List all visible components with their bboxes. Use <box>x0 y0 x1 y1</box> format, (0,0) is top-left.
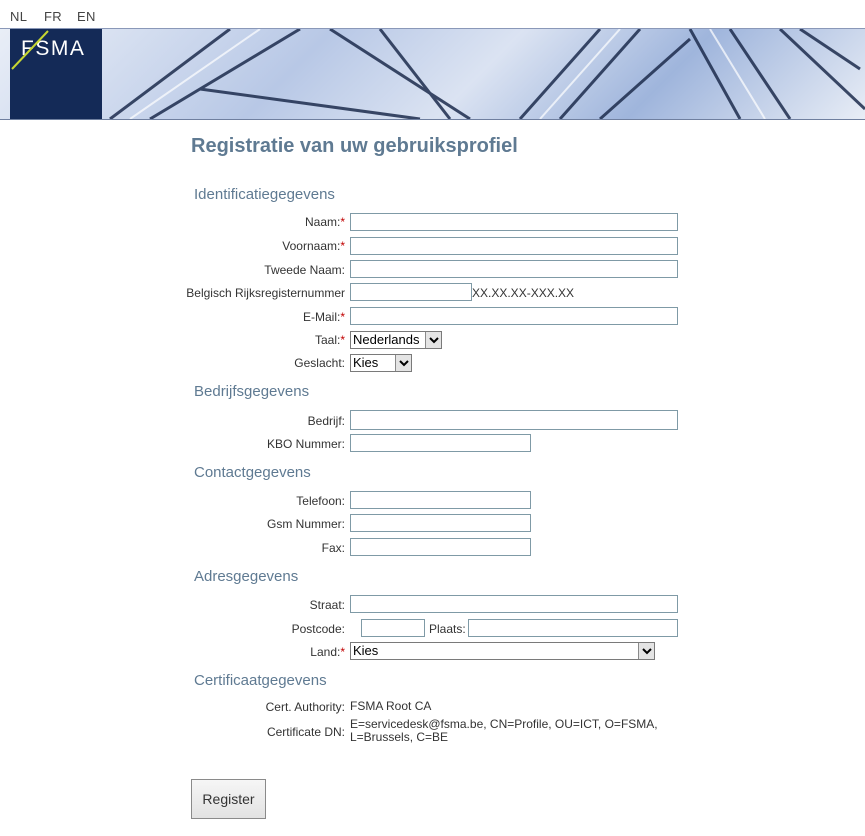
chevron-down-icon <box>638 643 654 659</box>
taal-label: Taal:* <box>314 333 345 347</box>
voornaam-input[interactable] <box>350 237 678 255</box>
tweede-naam-input[interactable] <box>350 260 678 278</box>
geslacht-label: Geslacht: <box>294 356 345 370</box>
register-button[interactable]: Register <box>191 779 266 819</box>
fax-input[interactable] <box>350 538 531 556</box>
postcode-input[interactable] <box>361 619 425 637</box>
taal-select-value: Nederlands <box>353 332 420 347</box>
section-certificate: Certificaatgegevens <box>194 672 327 689</box>
telefoon-label: Telefoon: <box>296 494 345 508</box>
section-identification: Identificatiegegevens <box>194 186 335 203</box>
naam-label: Naam:* <box>304 215 345 229</box>
cert-dn-line-1: E=servicedesk@fsma.be, CN=Profile, OU=ICT, O=FSMA, <box>350 717 658 731</box>
gsm-input[interactable] <box>350 514 531 532</box>
gsm-label: Gsm Nummer: <box>267 517 345 531</box>
header-banner <box>0 28 865 120</box>
lang-fr-link[interactable]: FR <box>44 9 62 24</box>
language-bar <box>0 0 865 28</box>
chevron-down-icon <box>425 332 441 348</box>
geslacht-select-value: Kies <box>353 355 379 370</box>
plaats-label: Plaats: <box>429 622 466 636</box>
cert-dn-value <box>350 718 658 744</box>
cert-authority-label: Cert. Authority: <box>265 700 345 714</box>
postcode-label: Postcode: <box>291 622 345 636</box>
required-mark: * <box>340 645 345 659</box>
cert-dn-line-2: L=Brussels, C=BE <box>350 730 449 744</box>
banner-architecture-image <box>0 29 865 119</box>
section-company: Bedrijfsgegevens <box>194 383 310 400</box>
chevron-down-icon <box>395 355 411 371</box>
land-select-value: Kies <box>353 643 379 658</box>
cert-authority-value: FSMA Root CA <box>350 699 432 713</box>
logo-slash-icon <box>10 29 50 71</box>
rijksregister-label: Belgisch Rijksregisternummer <box>186 286 345 300</box>
fsma-logo[interactable] <box>10 29 102 119</box>
rijksregister-format-hint: XX.XX.XX-XXX.XX <box>472 286 575 300</box>
naam-input[interactable] <box>350 213 678 231</box>
land-select[interactable] <box>350 642 655 660</box>
tweede-naam-label: Tweede Naam: <box>264 263 345 277</box>
required-mark: * <box>340 310 345 324</box>
land-label: Land:* <box>310 645 345 659</box>
required-mark: * <box>340 239 345 253</box>
rijksregister-input[interactable] <box>350 283 472 301</box>
telefoon-input[interactable] <box>350 491 531 509</box>
straat-label: Straat: <box>309 598 345 612</box>
section-address: Adresgegevens <box>194 568 299 585</box>
geslacht-select[interactable] <box>350 354 412 372</box>
bedrijf-label: Bedrijf: <box>307 414 345 428</box>
cert-dn-label: Certificate DN: <box>266 725 345 739</box>
section-contact: Contactgegevens <box>194 464 311 481</box>
plaats-input[interactable] <box>468 619 678 637</box>
lang-nl-link[interactable]: NL <box>10 9 28 24</box>
voornaam-label: Voornaam:* <box>282 239 345 253</box>
logo-text: FSMA <box>21 37 86 60</box>
lang-en-link[interactable]: EN <box>77 9 96 24</box>
kbo-input[interactable] <box>350 434 531 452</box>
fax-label: Fax: <box>321 541 345 555</box>
straat-input[interactable] <box>350 595 678 613</box>
page-title: Registratie van uw gebruiksprofiel <box>191 135 518 157</box>
required-mark: * <box>340 333 345 347</box>
required-mark: * <box>340 215 345 229</box>
email-label: E-Mail:* <box>302 310 345 324</box>
kbo-label: KBO Nummer: <box>266 437 345 451</box>
email-input[interactable] <box>350 307 678 325</box>
bedrijf-input[interactable] <box>350 410 678 430</box>
taal-select[interactable] <box>350 331 442 349</box>
